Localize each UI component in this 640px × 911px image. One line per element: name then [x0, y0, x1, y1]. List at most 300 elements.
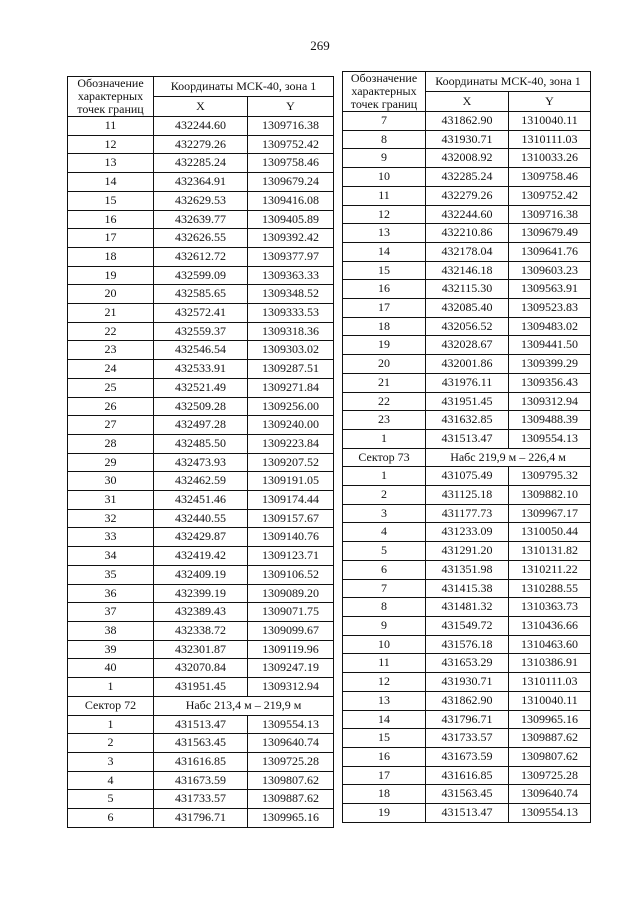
table-row: [68, 229, 334, 248]
x-coordinate-cell: 431576.18: [426, 635, 509, 654]
y-coordinate-cell: 1309140.76: [248, 528, 334, 547]
y-coordinate-cell: 1309725.28: [248, 752, 334, 771]
x-coordinate-cell: 432399.19: [154, 584, 248, 603]
table-row: [68, 640, 334, 659]
table-row: [343, 261, 591, 280]
x-coordinate-cell: 432338.72: [154, 621, 248, 640]
table-row: [343, 691, 591, 710]
y-coordinate-cell: 1310040.11: [509, 691, 591, 710]
point-number-cell: 13: [343, 224, 426, 243]
table-row: [343, 392, 591, 411]
x-coordinate-cell: 432028.67: [426, 336, 509, 355]
point-number-cell: 24: [68, 360, 154, 379]
x-coordinate-cell: 432301.87: [154, 640, 248, 659]
sector-row: [68, 696, 334, 715]
point-number-cell: 15: [343, 261, 426, 280]
y-coordinate-cell: 1309312.94: [248, 678, 334, 697]
x-coordinate-cell: 431862.90: [426, 691, 509, 710]
x-coordinate-cell: 432451.46: [154, 491, 248, 510]
y-coordinate-cell: 1309887.62: [248, 790, 334, 809]
y-coordinate-cell: 1309483.02: [509, 317, 591, 336]
y-coordinate-cell: 1309405.89: [248, 210, 334, 229]
table-row: [68, 304, 334, 323]
table-row: [68, 210, 334, 229]
table-row: [68, 117, 334, 136]
y-coordinate-cell: 1309563.91: [509, 280, 591, 299]
y-coordinate-cell: 1309416.08: [248, 191, 334, 210]
x-coordinate-cell: 432462.59: [154, 472, 248, 491]
y-coordinate-cell: 1309099.67: [248, 621, 334, 640]
x-coordinate-cell: 431563.45: [426, 785, 509, 804]
y-coordinate-cell: 1310288.55: [509, 579, 591, 598]
x-coordinate-cell: 432497.28: [154, 416, 248, 435]
table-row: [68, 809, 334, 828]
y-coordinate-cell: 1309071.75: [248, 603, 334, 622]
point-number-cell: 16: [343, 280, 426, 299]
y-coordinate-cell: 1310111.03: [509, 130, 591, 149]
y-coordinate-cell: 1309392.42: [248, 229, 334, 248]
y-coordinate-cell: 1309758.46: [509, 168, 591, 187]
x-coordinate-cell: 431930.71: [426, 673, 509, 692]
y-coordinate-cell: 1309679.24: [248, 173, 334, 192]
point-number-cell: 21: [68, 304, 154, 323]
y-coordinate-cell: 1310050.44: [509, 523, 591, 542]
x-coordinate-cell: 432008.92: [426, 149, 509, 168]
x-coordinate-cell: 432533.91: [154, 360, 248, 379]
x-coordinate-cell: 432085.40: [426, 299, 509, 318]
page-number: 269: [310, 38, 330, 53]
x-coordinate-cell: 431177.73: [426, 504, 509, 523]
x-coordinate-cell: 432585.65: [154, 285, 248, 304]
y-coordinate-cell: 1309312.94: [509, 392, 591, 411]
x-coordinate-cell: 432210.86: [426, 224, 509, 243]
table-row: [68, 397, 334, 416]
point-number-cell: 27: [68, 416, 154, 435]
y-coordinate-cell: 1309174.44: [248, 491, 334, 510]
y-coordinate-cell: 1310131.82: [509, 542, 591, 561]
y-coordinate-cell: 1309887.62: [509, 729, 591, 748]
table-row: [343, 785, 591, 804]
point-number-cell: 32: [68, 509, 154, 528]
header-point-label: Обозначение характерных точек границ: [343, 72, 426, 112]
sector-label: Сектор 73: [343, 448, 426, 467]
x-coordinate-cell: 431733.57: [154, 790, 248, 809]
y-coordinate-cell: 1309157.67: [248, 509, 334, 528]
table-body: [68, 117, 334, 828]
x-coordinate-cell: 432509.28: [154, 397, 248, 416]
table-row: [68, 341, 334, 360]
point-number-cell: 13: [343, 691, 426, 710]
y-coordinate-cell: 1310040.11: [509, 112, 591, 131]
x-coordinate-cell: 431653.29: [426, 654, 509, 673]
table-row: [343, 242, 591, 261]
x-coordinate-cell: 432279.26: [426, 186, 509, 205]
y-coordinate-cell: 1309318.36: [248, 322, 334, 341]
table-row: [68, 378, 334, 397]
table-row: [343, 673, 591, 692]
point-number-cell: 25: [68, 378, 154, 397]
point-number-cell: 22: [68, 322, 154, 341]
y-coordinate-cell: 1309303.02: [248, 341, 334, 360]
y-coordinate-cell: 1309523.83: [509, 299, 591, 318]
point-number-cell: 33: [68, 528, 154, 547]
table-row: [343, 336, 591, 355]
table-row: [343, 486, 591, 505]
table-row: [343, 186, 591, 205]
point-number-cell: 6: [68, 809, 154, 828]
y-coordinate-cell: 1309716.38: [248, 117, 334, 136]
x-coordinate-cell: 431481.32: [426, 598, 509, 617]
point-number-cell: 22: [343, 392, 426, 411]
y-coordinate-cell: 1310436.66: [509, 616, 591, 635]
point-number-cell: 23: [343, 411, 426, 430]
y-coordinate-cell: 1309603.23: [509, 261, 591, 280]
y-coordinate-cell: 1309488.39: [509, 411, 591, 430]
y-coordinate-cell: 1309679.49: [509, 224, 591, 243]
table-row: [343, 317, 591, 336]
x-coordinate-cell: 431733.57: [426, 729, 509, 748]
point-number-cell: 8: [343, 130, 426, 149]
x-coordinate-cell: 431951.45: [426, 392, 509, 411]
x-coordinate-cell: 432559.37: [154, 322, 248, 341]
x-coordinate-cell: 431930.71: [426, 130, 509, 149]
point-number-cell: 1: [68, 678, 154, 697]
point-number-cell: 5: [68, 790, 154, 809]
x-coordinate-cell: 432285.24: [426, 168, 509, 187]
x-coordinate-cell: 432521.49: [154, 378, 248, 397]
point-number-cell: 8: [343, 598, 426, 617]
y-coordinate-cell: 1309348.52: [248, 285, 334, 304]
table-row: [343, 523, 591, 542]
point-number-cell: 10: [343, 635, 426, 654]
header-point-label: Обозначение характерных точек границ: [68, 77, 154, 117]
table-row: [343, 467, 591, 486]
y-coordinate-cell: 1309967.17: [509, 504, 591, 523]
point-number-cell: 12: [343, 205, 426, 224]
point-number-cell: 1: [343, 429, 426, 448]
header-y-label: Y: [248, 97, 334, 117]
y-coordinate-cell: 1310363.73: [509, 598, 591, 617]
y-coordinate-cell: 1309752.42: [509, 186, 591, 205]
y-coordinate-cell: 1309752.42: [248, 135, 334, 154]
y-coordinate-cell: 1309287.51: [248, 360, 334, 379]
point-number-cell: 31: [68, 491, 154, 510]
point-number-cell: 15: [343, 729, 426, 748]
point-number-cell: 9: [343, 616, 426, 635]
y-coordinate-cell: 1309554.13: [509, 804, 591, 823]
x-coordinate-cell: 432572.41: [154, 304, 248, 323]
x-coordinate-cell: 431125.18: [426, 486, 509, 505]
x-coordinate-cell: 431616.85: [426, 766, 509, 785]
table-row: [68, 734, 334, 753]
table-row: [68, 752, 334, 771]
table-row: [68, 266, 334, 285]
header-x-label: X: [154, 97, 248, 117]
point-number-cell: 10: [343, 168, 426, 187]
table-row: [343, 766, 591, 785]
x-coordinate-cell: 431513.47: [426, 804, 509, 823]
x-coordinate-cell: 431616.85: [154, 752, 248, 771]
table-row: [343, 130, 591, 149]
x-coordinate-cell: 432599.09: [154, 266, 248, 285]
point-number-cell: 16: [343, 747, 426, 766]
table-row: [343, 635, 591, 654]
point-number-cell: 4: [68, 771, 154, 790]
y-coordinate-cell: 1309554.13: [248, 715, 334, 734]
table-row: [68, 360, 334, 379]
header-x-label: X: [426, 92, 509, 112]
point-number-cell: 26: [68, 397, 154, 416]
y-coordinate-cell: 1310033.26: [509, 149, 591, 168]
x-coordinate-cell: 432409.19: [154, 565, 248, 584]
x-coordinate-cell: 431673.59: [426, 747, 509, 766]
y-coordinate-cell: 1309377.97: [248, 247, 334, 266]
point-number-cell: 21: [343, 373, 426, 392]
table-row: [343, 804, 591, 823]
point-number-cell: 7: [343, 579, 426, 598]
table-row: [68, 715, 334, 734]
y-coordinate-cell: 1309640.74: [248, 734, 334, 753]
point-number-cell: 6: [343, 560, 426, 579]
point-number-cell: 11: [68, 117, 154, 136]
y-coordinate-cell: 1309554.13: [509, 429, 591, 448]
sector-range: Набс 213,4 м – 219,9 м: [154, 696, 334, 715]
y-coordinate-cell: 1309641.76: [509, 242, 591, 261]
table-row: [68, 509, 334, 528]
point-number-cell: 18: [343, 317, 426, 336]
x-coordinate-cell: 431513.47: [154, 715, 248, 734]
table-row: [68, 771, 334, 790]
table-row: [68, 547, 334, 566]
y-coordinate-cell: 1309089.20: [248, 584, 334, 603]
coordinates-table-right: [342, 71, 591, 823]
table-row: [68, 603, 334, 622]
point-number-cell: 28: [68, 434, 154, 453]
point-number-cell: 34: [68, 547, 154, 566]
point-number-cell: 19: [343, 804, 426, 823]
point-number-cell: 29: [68, 453, 154, 472]
y-coordinate-cell: 1309640.74: [509, 785, 591, 804]
point-number-cell: 16: [68, 210, 154, 229]
sector-label: Сектор 72: [68, 696, 154, 715]
x-coordinate-cell: 431075.49: [426, 467, 509, 486]
x-coordinate-cell: 432639.77: [154, 210, 248, 229]
point-number-cell: 15: [68, 191, 154, 210]
point-number-cell: 37: [68, 603, 154, 622]
point-number-cell: 14: [68, 173, 154, 192]
point-number-cell: 12: [68, 135, 154, 154]
point-number-cell: 30: [68, 472, 154, 491]
table-row: [68, 154, 334, 173]
x-coordinate-cell: 432056.52: [426, 317, 509, 336]
point-number-cell: 11: [343, 186, 426, 205]
table-row: [343, 542, 591, 561]
y-coordinate-cell: 1310111.03: [509, 673, 591, 692]
x-coordinate-cell: 432612.72: [154, 247, 248, 266]
x-coordinate-cell: 431513.47: [426, 429, 509, 448]
x-coordinate-cell: 432419.42: [154, 547, 248, 566]
table-row: [68, 528, 334, 547]
point-number-cell: 9: [343, 149, 426, 168]
table-row: [68, 453, 334, 472]
y-coordinate-cell: 1309240.00: [248, 416, 334, 435]
y-coordinate-cell: 1309363.33: [248, 266, 334, 285]
x-coordinate-cell: 432473.93: [154, 453, 248, 472]
point-number-cell: 20: [68, 285, 154, 304]
table-row: [343, 280, 591, 299]
y-coordinate-cell: 1309399.29: [509, 355, 591, 374]
point-number-cell: 13: [68, 154, 154, 173]
point-number-cell: 39: [68, 640, 154, 659]
table-row: [343, 149, 591, 168]
y-coordinate-cell: 1309758.46: [248, 154, 334, 173]
x-coordinate-cell: 432440.55: [154, 509, 248, 528]
x-coordinate-cell: 431291.20: [426, 542, 509, 561]
x-coordinate-cell: 432285.24: [154, 154, 248, 173]
table-row: [68, 491, 334, 510]
y-coordinate-cell: 1309807.62: [509, 747, 591, 766]
point-number-cell: 38: [68, 621, 154, 640]
point-number-cell: 5: [343, 542, 426, 561]
x-coordinate-cell: 432279.26: [154, 135, 248, 154]
x-coordinate-cell: 432364.91: [154, 173, 248, 192]
table-row: [68, 416, 334, 435]
table-row: [68, 678, 334, 697]
table-row: [343, 616, 591, 635]
y-coordinate-cell: 1309191.05: [248, 472, 334, 491]
y-coordinate-cell: 1309965.16: [509, 710, 591, 729]
y-coordinate-cell: 1309333.53: [248, 304, 334, 323]
table-row: [68, 322, 334, 341]
y-coordinate-cell: 1309207.52: [248, 453, 334, 472]
y-coordinate-cell: 1309247.19: [248, 659, 334, 678]
table-row: [343, 654, 591, 673]
point-number-cell: 14: [343, 710, 426, 729]
table-row: [343, 224, 591, 243]
x-coordinate-cell: 431415.38: [426, 579, 509, 598]
y-coordinate-cell: 1309441.50: [509, 336, 591, 355]
table-row: [343, 299, 591, 318]
y-coordinate-cell: 1309106.52: [248, 565, 334, 584]
point-number-cell: 18: [343, 785, 426, 804]
point-number-cell: 14: [343, 242, 426, 261]
x-coordinate-cell: 431796.71: [154, 809, 248, 828]
table-row: [343, 355, 591, 374]
table-row: [343, 710, 591, 729]
table-row: [68, 584, 334, 603]
y-coordinate-cell: 1309223.84: [248, 434, 334, 453]
x-coordinate-cell: 432115.30: [426, 280, 509, 299]
x-coordinate-cell: 431549.72: [426, 616, 509, 635]
y-coordinate-cell: 1309725.28: [509, 766, 591, 785]
x-coordinate-cell: 432070.84: [154, 659, 248, 678]
y-coordinate-cell: 1309271.84: [248, 378, 334, 397]
x-coordinate-cell: 432629.53: [154, 191, 248, 210]
table-row: [68, 659, 334, 678]
header-y-label: Y: [509, 92, 591, 112]
table-row: [68, 565, 334, 584]
x-coordinate-cell: 431563.45: [154, 734, 248, 753]
x-coordinate-cell: 432001.86: [426, 355, 509, 374]
point-number-cell: 3: [68, 752, 154, 771]
y-coordinate-cell: 1309123.71: [248, 547, 334, 566]
table-row: [343, 411, 591, 430]
table-row: [68, 173, 334, 192]
point-number-cell: 18: [68, 247, 154, 266]
table-row: [68, 434, 334, 453]
point-number-cell: 20: [343, 355, 426, 374]
point-number-cell: 40: [68, 659, 154, 678]
table-row: [343, 729, 591, 748]
header-coords-label: Координаты МСК-40, зона 1: [154, 77, 334, 97]
point-number-cell: 1: [68, 715, 154, 734]
table-row: [343, 598, 591, 617]
point-number-cell: 2: [68, 734, 154, 753]
coordinates-table-left: [67, 76, 334, 828]
x-coordinate-cell: 431951.45: [154, 678, 248, 697]
point-number-cell: 17: [343, 299, 426, 318]
sector-range: Набс 219,9 м – 226,4 м: [426, 448, 591, 467]
y-coordinate-cell: 1309807.62: [248, 771, 334, 790]
x-coordinate-cell: 431233.09: [426, 523, 509, 542]
y-coordinate-cell: 1309795.32: [509, 467, 591, 486]
table-row: [343, 504, 591, 523]
table-row: [343, 747, 591, 766]
y-coordinate-cell: 1309119.96: [248, 640, 334, 659]
y-coordinate-cell: 1309256.00: [248, 397, 334, 416]
x-coordinate-cell: 432244.60: [426, 205, 509, 224]
y-coordinate-cell: 1309882.10: [509, 486, 591, 505]
y-coordinate-cell: 1310463.60: [509, 635, 591, 654]
point-number-cell: 4: [343, 523, 426, 542]
point-number-cell: 19: [68, 266, 154, 285]
x-coordinate-cell: 431796.71: [426, 710, 509, 729]
table-body: [343, 112, 591, 823]
point-number-cell: 1: [343, 467, 426, 486]
table-row: [68, 247, 334, 266]
point-number-cell: 2: [343, 486, 426, 505]
point-number-cell: 36: [68, 584, 154, 603]
x-coordinate-cell: 432626.55: [154, 229, 248, 248]
x-coordinate-cell: 432389.43: [154, 603, 248, 622]
y-coordinate-cell: 1309965.16: [248, 809, 334, 828]
x-coordinate-cell: 432244.60: [154, 117, 248, 136]
point-number-cell: 12: [343, 673, 426, 692]
x-coordinate-cell: 432485.50: [154, 434, 248, 453]
x-coordinate-cell: 431673.59: [154, 771, 248, 790]
point-number-cell: 23: [68, 341, 154, 360]
x-coordinate-cell: 431862.90: [426, 112, 509, 131]
table-row: [343, 429, 591, 448]
table-row: [68, 191, 334, 210]
x-coordinate-cell: 431351.98: [426, 560, 509, 579]
x-coordinate-cell: 432546.54: [154, 341, 248, 360]
header-coords-label: Координаты МСК-40, зона 1: [426, 72, 591, 92]
table-row: [68, 621, 334, 640]
table-row: [68, 790, 334, 809]
y-coordinate-cell: 1310211.22: [509, 560, 591, 579]
table-row: [68, 135, 334, 154]
sector-row: [343, 448, 591, 467]
point-number-cell: 3: [343, 504, 426, 523]
table-row: [343, 579, 591, 598]
y-coordinate-cell: 1309356.43: [509, 373, 591, 392]
point-number-cell: 17: [68, 229, 154, 248]
x-coordinate-cell: 431976.11: [426, 373, 509, 392]
x-coordinate-cell: 432146.18: [426, 261, 509, 280]
y-coordinate-cell: 1310386.91: [509, 654, 591, 673]
point-number-cell: 17: [343, 766, 426, 785]
